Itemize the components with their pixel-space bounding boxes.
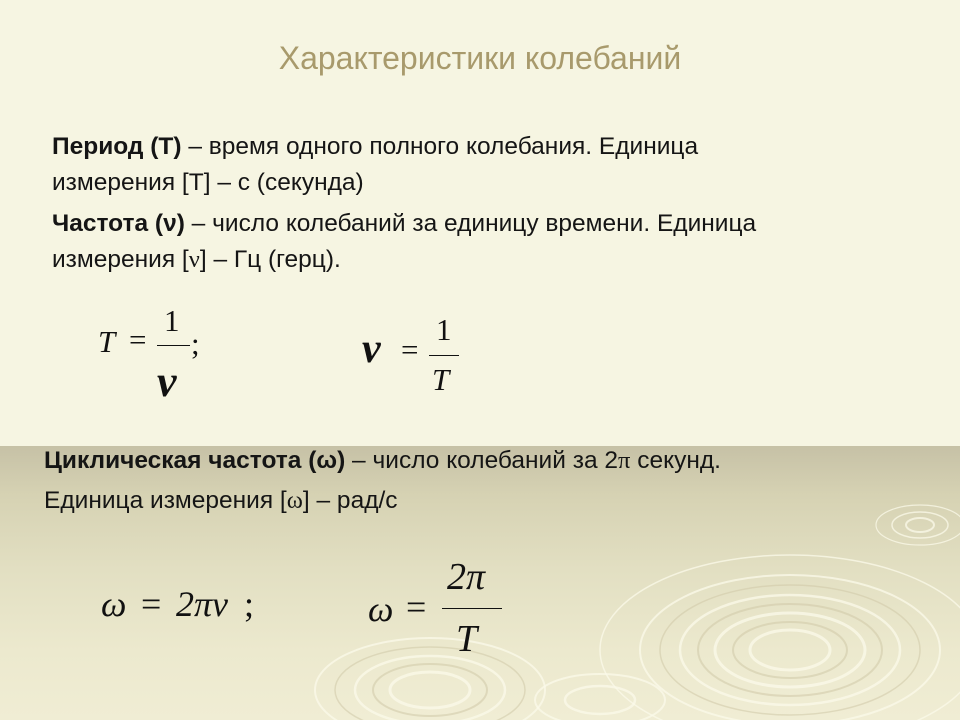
cyclic-unit-line bbox=[44, 483, 944, 519]
formula-cyclic-period-fraction-bar bbox=[442, 608, 502, 609]
period-term: Период (Т) bbox=[52, 133, 182, 160]
formula-cyclic-nu-equals: = bbox=[141, 584, 162, 624]
formula-period-numerator: 1 bbox=[164, 303, 180, 338]
period-unit: измерения [Т] – с (секунда) bbox=[52, 169, 364, 196]
frequency-unit-symbol: ν bbox=[188, 246, 200, 273]
frequency-definition: – число колебаний за единицу времени. Единица bbox=[184, 210, 757, 237]
formula-cyclic-nu-rhs: 2πν bbox=[176, 584, 229, 624]
cyclic-definition-prefix: – число колебаний за 2 bbox=[345, 447, 619, 474]
frequency-term: Частота (ν) bbox=[52, 210, 185, 237]
cyclic-unit-suffix: ] – рад/с bbox=[302, 487, 398, 514]
formula-period-fraction-bar bbox=[157, 345, 190, 346]
period-definition: – время одного полного колебания. Единица bbox=[181, 133, 699, 160]
frequency-unit-prefix: измерения [ bbox=[52, 246, 189, 273]
formula-frequency-fraction-bar bbox=[429, 355, 459, 356]
cyclic-frequency-paragraph bbox=[44, 443, 944, 479]
formula-frequency-lhs: ν bbox=[362, 326, 381, 372]
cyclic-definition-suffix: секунд. bbox=[630, 447, 721, 474]
formula-period-denominator: ν bbox=[157, 357, 177, 406]
formula-period-semicolon: ; bbox=[191, 326, 200, 361]
period-paragraph bbox=[52, 129, 932, 201]
formula-period-equals: = bbox=[129, 322, 147, 357]
formula-cyclic-nu-lhs: ω bbox=[101, 584, 127, 624]
frequency-unit-suffix: ] – Гц (герц). bbox=[199, 246, 341, 273]
cyclic-unit-prefix: Единица измерения [ bbox=[44, 487, 287, 514]
cyclic-unit-symbol: ω bbox=[286, 487, 303, 514]
formula-period-lhs: T bbox=[98, 324, 116, 359]
slide-title: Характеристики колебаний bbox=[278, 40, 682, 76]
cyclic-pi-symbol: π bbox=[618, 447, 631, 474]
formula-cyclic-nu-semicolon: ; bbox=[244, 584, 255, 624]
formula-cyclic-period-lhs: ω bbox=[368, 589, 394, 629]
formula-frequency-equals: = bbox=[401, 332, 419, 367]
formula-frequency-denominator: T bbox=[432, 362, 450, 397]
formula-cyclic-period-equals: = bbox=[406, 587, 427, 627]
cyclic-term: Циклическая частота (ω) bbox=[44, 447, 346, 474]
formula-frequency-numerator: 1 bbox=[436, 312, 452, 347]
frequency-paragraph bbox=[52, 206, 932, 278]
formula-cyclic-period-numerator: 2π bbox=[447, 556, 486, 598]
formula-cyclic-period-denominator: T bbox=[456, 618, 478, 660]
